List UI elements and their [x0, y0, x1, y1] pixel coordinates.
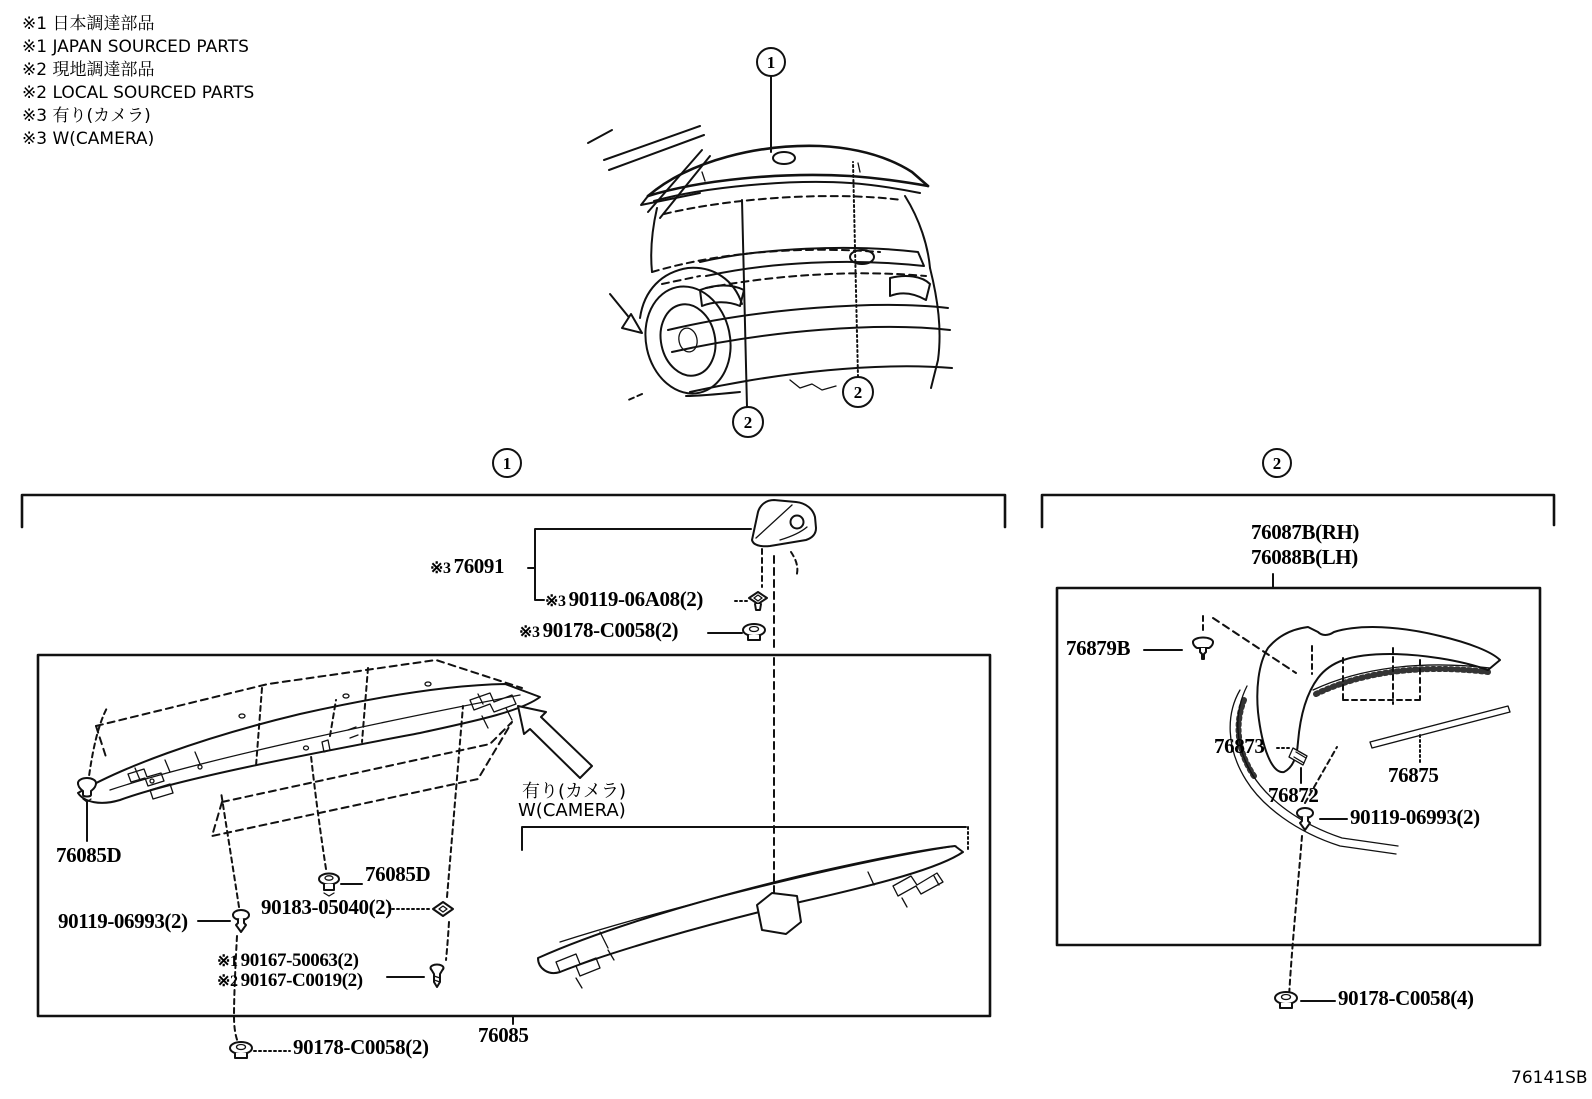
clip-icon-90183 — [433, 902, 453, 916]
car-callout-2-right — [843, 162, 873, 407]
part-label-90178-C0058-bottom[interactable]: 90178-C0058(2) — [293, 1035, 429, 1059]
legend-line: ※1 日本調達部品 — [22, 14, 155, 34]
camera-note-arrow — [518, 706, 592, 778]
screw-icon-90167 — [431, 965, 444, 988]
camera-spoiler-bracket — [522, 827, 968, 851]
part-label-76091[interactable]: ※3 76091 — [430, 554, 505, 578]
legend-line: ※3 W(CAMERA) — [22, 129, 155, 149]
car-callout-1 — [757, 48, 785, 152]
car-spoiler — [641, 146, 928, 205]
svg-text:2: 2 — [1272, 454, 1282, 473]
direction-arrow — [610, 294, 642, 333]
part-label-76087B-RH[interactable]: 76087B(RH) — [1251, 520, 1359, 544]
car-rear-illustration — [588, 48, 952, 437]
bolt-icon — [749, 592, 767, 610]
clip-icon-76879B — [1193, 638, 1213, 660]
part-label-90119-06993-right[interactable]: 90119-06993(2) — [1350, 805, 1480, 829]
car-callout-2-left — [733, 200, 763, 437]
part-label-76872[interactable]: 76872 — [1268, 783, 1319, 807]
part-label-76875[interactable]: 76875 — [1388, 763, 1439, 787]
clip-icon-76085D-left — [78, 778, 96, 802]
svg-text:2: 2 — [743, 413, 753, 432]
legend-line: ※3 有り(カメラ) — [22, 106, 151, 126]
svg-text:2: 2 — [853, 383, 863, 402]
part-label-90167-C0019[interactable]: ※2 90167-C0019(2) — [217, 970, 363, 991]
rear-wheel — [636, 278, 741, 401]
camera-cover-leaders — [528, 529, 797, 897]
camera-cover-drawing — [752, 500, 816, 546]
section2-bracket — [1042, 449, 1554, 527]
part-label-90119-06A08[interactable]: ※3 90119-06A08(2) — [545, 587, 703, 611]
part-label-90178-C0058-right[interactable]: 90178-C0058(4) — [1338, 986, 1474, 1010]
spoiler-drawing-camera — [538, 846, 963, 988]
legend-line: ※1 JAPAN SOURCED PARTS — [22, 37, 249, 57]
section1-bracket — [22, 449, 1005, 527]
part-label-90183-05040[interactable]: 90183-05040(2) — [261, 895, 392, 919]
pin-icon-90119-06993 — [233, 910, 249, 932]
part-label-76085[interactable]: 76085 — [478, 1023, 529, 1047]
part-label-76879B[interactable]: 76879B — [1066, 636, 1131, 660]
part-label-90119-06993-left[interactable]: 90119-06993(2) — [58, 909, 188, 933]
grommet-icon-bottom-left — [230, 1042, 252, 1058]
svg-text:1: 1 — [766, 53, 776, 72]
legend — [22, 13, 254, 151]
part-label-90178-C0058-top[interactable]: ※3 90178-C0058(2) — [519, 618, 679, 642]
part-label-76085D-mid[interactable]: 76085D — [365, 862, 431, 886]
part-label-76873[interactable]: 76873 — [1214, 734, 1265, 758]
svg-text:1: 1 — [502, 454, 512, 473]
spoiler-drawing-main — [78, 660, 540, 836]
part-label-76085D-left[interactable]: 76085D — [56, 843, 122, 867]
legend-line: ※2 LOCAL SOURCED PARTS — [22, 83, 255, 103]
grommet-icon-top — [743, 624, 765, 640]
diagram-code: 76141SB — [1511, 1068, 1588, 1088]
part-label-90167-50063[interactable]: ※1 90167-50063(2) — [217, 950, 359, 971]
legend-line: ※2 現地調達部品 — [22, 60, 155, 80]
grommet-icon-bottom-right — [1275, 992, 1297, 1008]
camera-note-jp: 有り(カメラ) — [522, 781, 627, 802]
left-box-leaders — [87, 706, 513, 1051]
camera-note-en: W(CAMERA) — [518, 800, 626, 821]
grommet-icon-76085D-mid — [319, 874, 339, 897]
part-label-76088B-LH[interactable]: 76088B(LH) — [1251, 545, 1358, 569]
